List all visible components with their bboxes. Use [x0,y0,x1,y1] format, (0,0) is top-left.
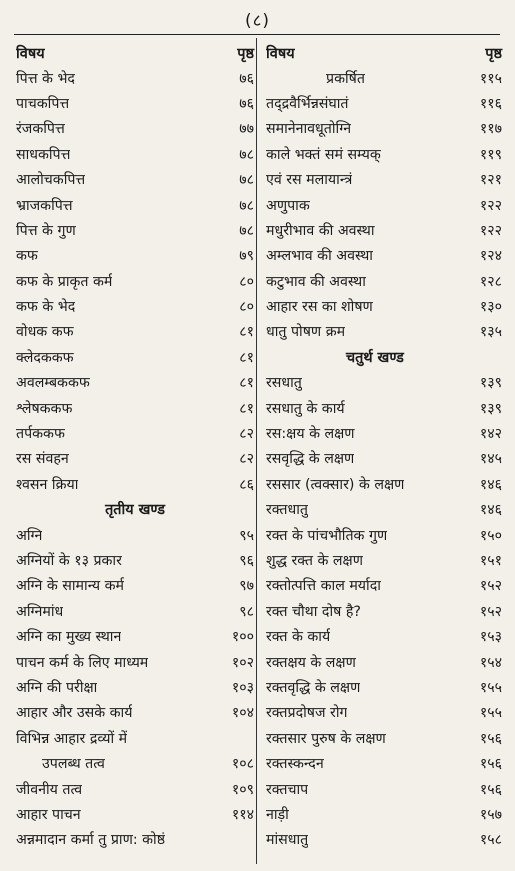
toc-entry-page: १५५ [479,705,502,722]
toc-entry-title: रक्तधातु [266,502,308,519]
toc-entry-page: ७७ [239,121,254,138]
toc-entry [16,751,254,776]
toc-entry-title: रसधातु [266,375,302,392]
toc-entry [16,624,254,649]
toc-entry-title: पित्त के गुण [16,222,76,239]
toc-entry [266,65,502,90]
toc-entry [16,269,254,294]
toc-entry-page: ७६ [239,95,254,112]
toc-entry-title: काले भक्तं समं सम्यक् [266,146,381,163]
toc-entry-page: १५२ [479,603,502,620]
toc-entry-page: १५२ [479,578,502,595]
toc-entry-page: १४५ [479,451,502,468]
toc-entry [266,370,502,395]
toc-entry [266,116,502,141]
toc-entry-title: रससार (त्वक्सार) के लक्षण [266,476,405,493]
toc-entry [16,776,254,801]
toc-entry [266,573,502,598]
toc-entry-page: ८१ [239,375,254,392]
toc-entry-title: रस:क्षय के लक्षण [266,426,355,443]
toc-entry-title: रक्तप्रदोषज रोग [266,705,348,722]
right-header-subject: विषय [266,45,295,62]
toc-entry [16,243,254,268]
left-header-subject: विषय [16,45,45,62]
toc-entry-title: कटुभाव की अवस्था [266,273,366,290]
toc-entry [16,700,254,725]
toc-entry [16,167,254,192]
section-heading-text: चतुर्थ खण्ड [346,349,404,366]
toc-entry-title: रक्त के कार्य [266,629,331,646]
toc-entry [266,649,502,674]
toc-entry-page: ९७ [239,578,254,595]
right-header-page: पृष्ठ [485,45,502,62]
toc-entry-title: तद्द्रवैर्भिन्नसंघातं [266,95,349,112]
toc-entry-title: कफ के भेद [16,299,76,316]
toc-entry-page: १५६ [479,730,502,747]
toc-entry-title: समानेनावधूतोग्नि [266,121,352,138]
toc-entry-page: १२२ [479,222,502,239]
toc-entry-page: १३९ [479,375,502,392]
toc-entry-page: १५४ [479,654,502,671]
toc-entry-title: एवं रस मलायान्त्रं [266,172,353,189]
page-number: (८) [244,11,271,31]
toc-entry [16,91,254,116]
toc-entry-title: तर्पककफ [16,426,65,443]
section-heading-text: तृतीय खण्ड [105,502,165,519]
toc-entry-title: मांसधातु [266,832,309,849]
toc-entry-title: उपलब्ध तत्व [42,756,105,773]
toc-entry-title: आहार और उसके कार्य [16,705,133,722]
toc-entry-title: शुद्ध रक्त के लक्षण [266,553,363,569]
toc-entry-page: ८० [239,273,254,290]
toc-entry-title: रक्त चौथा दोष है? [266,603,361,620]
toc-entry [266,294,502,319]
toc-entry [266,624,502,649]
toc-entry-title: नाड़ी [266,806,289,823]
toc-entry-page: ८१ [239,324,254,341]
toc-entry [266,218,502,243]
toc-entry-title: अग्निमांध [16,603,64,620]
toc-entry [266,726,502,751]
toc-entry [266,827,502,852]
toc-entry [266,91,502,116]
toc-entry-page: १५१ [479,553,502,569]
top-rule [14,34,500,35]
toc-entry-page: १४२ [479,426,502,443]
toc-entry-title: पाचकपित्त [16,95,70,112]
toc-entry [16,65,254,90]
toc-entry-page: १०२ [231,654,254,671]
toc-entry-page: १४६ [479,502,502,519]
toc-entry [16,116,254,141]
toc-entry [266,319,502,344]
toc-entry-title: रक्तस्कन्दन [266,756,324,773]
toc-entry-title: रक्तसार पुरुष के लक्षण [266,730,386,747]
toc-entry-page: १०४ [231,705,254,722]
toc-entry-page: ९८ [239,603,254,620]
toc-entry-title: रक्तचाप [266,781,309,798]
section-heading [266,345,502,370]
toc-entry [266,421,502,446]
toc-entry-title: रक्तोत्पत्ति काल मर्यादा [266,578,381,595]
toc-entry-page: ७८ [239,197,254,214]
toc-entry-page: ७८ [239,146,254,163]
toc-entry-page: ११७ [479,121,502,138]
toc-entry-title: अम्लभाव की अवस्था [266,248,373,265]
toc-entry-page: १०८ [231,756,254,773]
toc-entry-title: वोधक कफ [16,324,74,341]
toc-entry [16,599,254,624]
toc-entry [16,522,254,547]
toc-entry-title: अग्नि [16,527,43,544]
toc-entry [266,243,502,268]
toc-entry-title: भ्राजकपित्त [16,197,73,214]
toc-entry-page: १०३ [231,679,254,696]
toc-entry-title: रक्त के पांचभौतिक गुण [266,527,388,544]
toc-entry [16,319,254,344]
toc-entry-title: रक्तवृद्धि के लक्षण [266,679,361,696]
toc-entry-title: पाचन कर्म के लिए माध्यम [16,654,149,671]
toc-entry-page: १५६ [479,781,502,798]
toc-entry-page: १३५ [479,324,502,341]
toc-entry [16,421,254,446]
toc-entry [16,548,254,573]
toc-entry [266,192,502,217]
toc-entry-page: १५५ [479,679,502,696]
toc-entry [16,446,254,471]
toc-entry-page: ८६ [239,476,254,493]
toc-entry-title: रक्तक्षय के लक्षण [266,654,356,671]
toc-entry-page: ११४ [231,806,254,823]
toc-entry [266,497,502,522]
toc-entry-page: १२२ [479,197,502,214]
toc-entry-title: अग्नि की परीक्षा [16,679,98,696]
toc-entry [266,700,502,725]
toc-entry [16,649,254,674]
toc-entry [266,395,502,420]
toc-entry [266,167,502,192]
toc-entry [16,370,254,395]
toc-entry-page: ८२ [239,426,254,443]
toc-entry [16,192,254,217]
toc-entry [16,827,254,852]
toc-entry-page: १०९ [231,781,254,798]
toc-entry [16,802,254,827]
toc-entry-title: रस संवहन [16,451,69,468]
toc-entry-title: श्वसन क्रिया [16,476,79,493]
toc-entry [16,345,254,370]
toc-entry-title: श्लेषककफ [16,400,73,417]
toc-entry-page: १५६ [479,756,502,773]
toc-entry [16,573,254,598]
toc-entry-title: अणुपाक [266,197,310,214]
toc-entry-page: ७६ [239,70,254,87]
toc-entry-page: ११९ [479,146,502,163]
toc-entry [16,218,254,243]
toc-entry [266,751,502,776]
toc-entry-title: आलोचकपित्त [16,172,86,189]
toc-entry-title: जीवनीय तत्व [16,781,83,798]
toc-entry [16,142,254,167]
left-header [16,40,254,65]
toc-entry-title: साधकपित्त [16,146,71,163]
toc-entry-title: क्लेदककफ [16,349,74,366]
toc-entry-title: धातु पोषण क्रम [266,324,346,341]
toc-entry-title: विभिन्न आहार द्रव्यों में [16,730,128,747]
toc-entry-page: १५३ [479,629,502,646]
toc-entry [266,548,502,573]
toc-entry-title: रसवृद्धि के लक्षण [266,451,355,468]
right-column [266,40,502,853]
toc-entry [266,599,502,624]
toc-entry [266,675,502,700]
section-heading [16,497,254,522]
toc-entry-page: १२१ [479,172,502,189]
toc-entry-title: अग्नि का मुख्य स्थान [16,629,122,646]
toc-entry-page: १०० [231,629,254,646]
toc-entry-title: कफ के प्राकृत कर्म [16,273,113,290]
toc-entry-page: १५८ [479,832,502,849]
toc-entry [266,269,502,294]
toc-entry-title: रंजकपित्त [16,121,65,138]
toc-entry-title: कफ [16,248,38,265]
toc-entry [266,446,502,471]
toc-entry-title: आहार पाचन [16,806,81,823]
toc-entry [266,776,502,801]
toc-entry-page: १२४ [479,248,502,265]
toc-entry [266,472,502,497]
toc-entry-page: ८० [239,299,254,316]
toc-entry-page: ९६ [239,553,254,569]
toc-entry [16,675,254,700]
toc-entry [16,395,254,420]
left-column [16,40,254,853]
toc-entry-title: मधुरीभाव की अवस्था [266,222,375,239]
toc-entry [16,726,254,751]
right-header [266,40,502,65]
toc-entry-page: ७९ [239,248,254,265]
toc-entry-page: ७८ [239,172,254,189]
toc-entry-title: अग्नियों के १३ प्रकार [16,553,122,569]
toc-entry-page: १५० [479,527,502,544]
toc-entry-title: रसधातु के कार्य [266,400,345,417]
toc-entry [16,294,254,319]
toc-entry-page: १२८ [479,273,502,290]
toc-entry-page: ८१ [239,349,254,366]
toc-entry-title: आहार रस का शोषण [266,299,373,316]
toc-entry-page: ११६ [479,95,502,112]
toc-entry-title: प्रकर्षित [326,70,365,87]
toc-entry-page: १३० [479,299,502,316]
toc-entry-page: ७८ [239,222,254,239]
toc-entry-page: १४६ [479,476,502,493]
toc-entry [266,142,502,167]
column-divider [256,38,257,864]
toc-entry-page: ९५ [239,527,254,544]
toc-entry-title: अन्नमादान कर्मा तु प्राण: कोष्ठं [16,832,166,849]
toc-entry-page: १५७ [479,806,502,823]
toc-entry [16,472,254,497]
toc-entry-page: ११५ [479,70,502,87]
left-header-page: पृष्ठ [237,45,254,62]
toc-entry [266,802,502,827]
toc-entry-title: अवलम्बककफ [16,375,90,392]
toc-entry-page: ८१ [239,400,254,417]
toc-entry-page: ८२ [239,451,254,468]
toc-entry-page: १३९ [479,400,502,417]
toc-entry-title: पित्त के भेद [16,70,75,87]
toc-entry-title: अग्नि के सामान्य कर्म [16,578,125,595]
toc-entry [266,522,502,547]
